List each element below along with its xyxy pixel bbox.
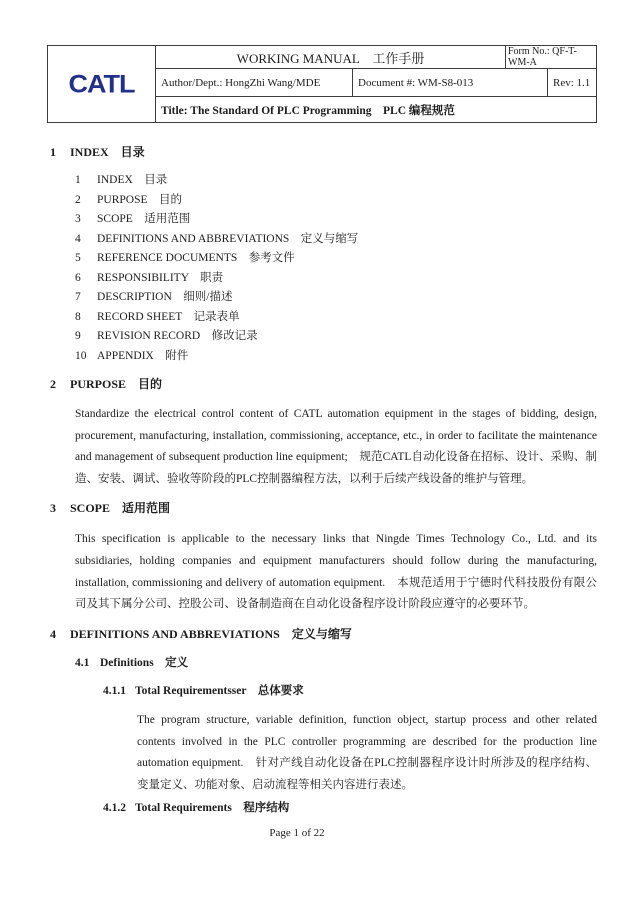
header-row-1 xyxy=(156,46,596,69)
subsection-number: 4.1.1 xyxy=(103,684,126,697)
subsection-number: 4.1 xyxy=(75,656,90,669)
author-dept: Author/Dept.: HongZhi Wang/MDE xyxy=(156,69,353,96)
list-item xyxy=(0,308,640,328)
section-number: 3 xyxy=(50,501,56,516)
item-number: 10 xyxy=(75,349,87,362)
item-number: 9 xyxy=(75,330,81,342)
section-title: DEFINITIONS AND ABBREVIATIONS 定义与缩写 xyxy=(70,626,352,641)
section-title: PURPOSE 目的 xyxy=(70,377,163,391)
header-table xyxy=(47,45,597,123)
section-heading-definitions xyxy=(0,626,640,642)
item-number: 1 xyxy=(75,174,81,186)
item-number: 8 xyxy=(75,310,81,323)
revision: Rev: 1.1 xyxy=(553,76,591,89)
item-label: PURPOSE 目的 xyxy=(97,193,182,206)
list-item xyxy=(0,249,640,269)
list-item xyxy=(0,269,640,289)
list-item xyxy=(0,210,640,230)
section-title: SCOPE 适用范围 xyxy=(70,501,171,516)
working-manual-title: WORKING MANUAL 工作手册 xyxy=(156,46,506,68)
index-list xyxy=(0,171,640,366)
item-label: RESPONSIBILITY 职责 xyxy=(97,271,224,284)
subsection-title: Total Requirements 程序结构 xyxy=(135,801,290,814)
document-title: Title: The Standard Of PLC Programming PLC 编程规范 xyxy=(161,104,455,117)
item-label: DEFINITIONS AND ABBREVIATIONS 定义与缩写 xyxy=(97,232,359,245)
list-item xyxy=(0,191,640,211)
list-item xyxy=(0,288,640,308)
item-label: APPENDIX 附件 xyxy=(97,349,189,362)
document-number: Document #: WM-S8-013 xyxy=(353,69,548,96)
logo-cell xyxy=(48,46,156,122)
list-item xyxy=(0,171,640,191)
section-heading-index xyxy=(0,144,640,160)
section-number: 2 xyxy=(50,377,56,391)
item-label: INDEX 目录 xyxy=(97,174,168,186)
subsection-4-1-1 xyxy=(0,683,640,699)
form-no: Form No.: QF-T-WM-A xyxy=(508,46,577,68)
subsection-4-1-2 xyxy=(0,800,640,816)
item-label: REFERENCE DOCUMENTS 参考文件 xyxy=(97,252,295,264)
item-number: 6 xyxy=(75,271,81,284)
item-number: 2 xyxy=(75,193,81,206)
item-number: 4 xyxy=(75,232,81,245)
section-number: 4 xyxy=(50,626,56,641)
page-footer: Page 1 of 22 xyxy=(269,827,325,839)
purpose-paragraph: Standardize the electrical control content of CATL automation equipment in the stages of bidding, design, procurement, manufacturing, installation, commissioning, acceptance, etc., in order to facilitate the maintenance and management of subsequent production line equipment; 规范CATL自动化设备在招标、设计、采购、制造、安装、调试、验收等阶段的PLC控制器编程方法，以利于后续产线设备的维护与管理。 xyxy=(75,408,597,485)
item-label: DESCRIPTION 细则/描述 xyxy=(97,291,233,303)
subsection-4-1-1-paragraph: The program structure, variable definition, function object, startup process and other related contents involved in the PLC controller programming are described for the production line automation equipment. 针对产线自动化设备在PLC控制器程序设计时所涉及的程序结构、变量定义、功能对象、启动流程等相关内容进行表述。 xyxy=(137,713,597,792)
list-item xyxy=(0,230,640,250)
section-title: INDEX 目录 xyxy=(70,145,145,159)
header-row-2 xyxy=(156,69,596,97)
header-right xyxy=(156,46,596,122)
subsection-number: 4.1.2 xyxy=(103,801,126,814)
list-item xyxy=(0,327,640,347)
list-item xyxy=(0,347,640,367)
subsection-title: Definitions 定义 xyxy=(100,656,189,669)
item-number: 7 xyxy=(75,291,81,303)
document-body xyxy=(0,118,640,816)
item-number: 5 xyxy=(75,252,81,264)
item-number: 3 xyxy=(75,213,81,225)
section-heading-purpose xyxy=(0,376,640,392)
item-label: RECORD SHEET 记录表单 xyxy=(97,310,240,323)
subsection-title: Total Requirementsser 总体要求 xyxy=(135,684,304,697)
subsection-4-1 xyxy=(0,655,640,671)
section-number: 1 xyxy=(50,145,56,159)
item-label: REVISION RECORD 修改记录 xyxy=(97,330,258,342)
section-heading-scope xyxy=(0,500,640,516)
item-label: SCOPE 适用范围 xyxy=(97,213,191,225)
scope-paragraph: This specification is applicable to the necessary links that Ningde Times Technology Co., Ltd. and its subsidiaries, holding companies and equipment manufacturers should follow during the manufacturing, installation, commissioning and delivery of automation equipment. 本规范适用于宁德时代科技股份有限公司及其下属分公司、控股公司、设备制造商在自动化设备程序设计阶段应遵守的必要环节。 xyxy=(75,533,597,611)
catl-logo: CATL xyxy=(68,69,135,98)
